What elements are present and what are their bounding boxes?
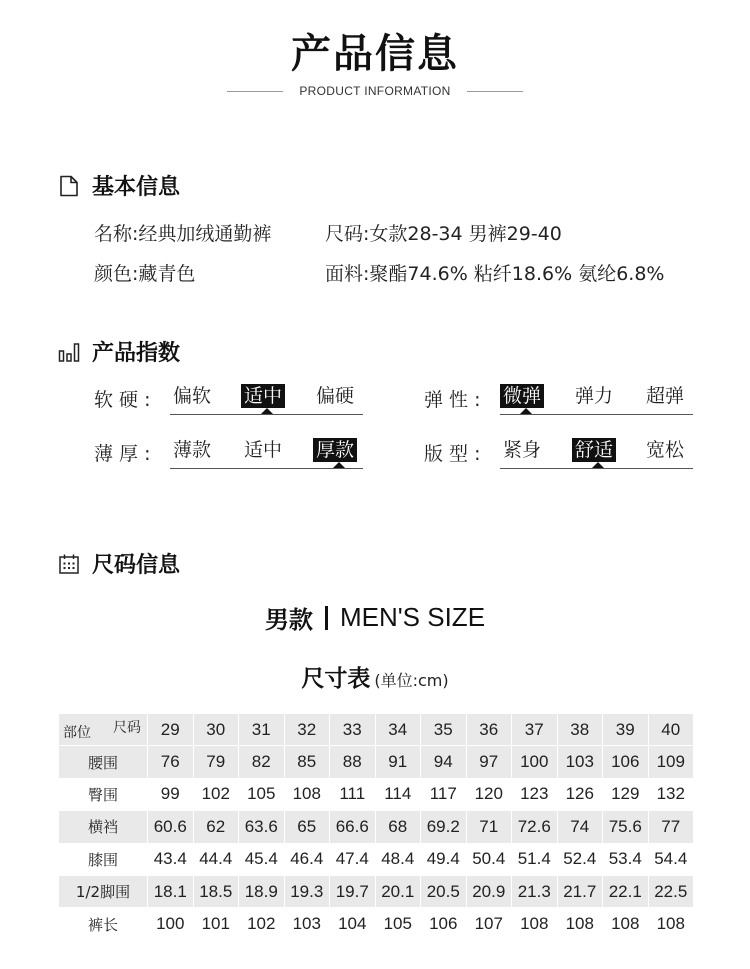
table-cell: 65	[284, 811, 330, 843]
thickness-marker	[333, 462, 345, 468]
table-cell: 126	[557, 778, 603, 810]
table-cell: 52.4	[557, 843, 603, 875]
gender-divider	[325, 606, 328, 630]
table-cell: 69.2	[421, 811, 467, 843]
softness-marker	[261, 408, 273, 414]
table-row	[59, 875, 694, 907]
page-subtitle-row	[0, 82, 750, 100]
size-header-cell: 38	[557, 714, 603, 746]
elasticity-label: 弹 性 :	[424, 389, 481, 411]
table-cell: 74	[557, 811, 603, 843]
table-cell: 75.6	[603, 811, 649, 843]
basic-info-heading	[58, 170, 180, 201]
product-index-heading	[58, 336, 180, 367]
table-cell: 66.6	[330, 811, 376, 843]
size-info-heading	[58, 548, 180, 579]
table-cell: 103	[557, 746, 603, 778]
calendar-icon	[58, 553, 80, 575]
table-cell: 100	[512, 746, 558, 778]
table-cell: 49.4	[421, 843, 467, 875]
gender-cn: 男款	[264, 606, 313, 634]
size-header-cell: 35	[421, 714, 467, 746]
thickness-option-thin: 薄款	[173, 439, 212, 461]
softness-option-soft: 偏软	[173, 385, 212, 407]
table-cell: 72.6	[512, 811, 558, 843]
size-table-title	[0, 660, 750, 693]
table-cell: 18.9	[239, 875, 285, 907]
table-cell: 117	[421, 778, 467, 810]
table-cell: 79	[193, 746, 239, 778]
elasticity-scale-line	[500, 414, 693, 415]
table-cell: 46.4	[284, 843, 330, 875]
corner-part-label: 部位	[63, 725, 91, 742]
table-cell: 105	[239, 778, 285, 810]
row-label-cell: 臀围	[59, 778, 148, 810]
table-cell: 18.1	[148, 875, 194, 907]
fit-label: 版 型 :	[424, 443, 481, 465]
size-table-header-row	[59, 714, 694, 746]
table-cell: 76	[148, 746, 194, 778]
elasticity-marker	[520, 408, 532, 414]
product-color: 颜色:藏青色	[94, 263, 196, 285]
basic-info-title: 基本信息	[92, 175, 181, 200]
size-header-cell: 40	[648, 714, 694, 746]
table-cell: 48.4	[375, 843, 421, 875]
table-cell: 108	[557, 908, 603, 940]
size-header-cell: 34	[375, 714, 421, 746]
table-cell: 63.6	[239, 811, 285, 843]
table-cell: 71	[466, 811, 512, 843]
product-name: 名称:经典加绒通勤裤	[94, 223, 272, 245]
softness-scale-line	[170, 414, 363, 415]
corner-size-label: 尺码	[113, 720, 141, 736]
size-header-cell: 30	[193, 714, 239, 746]
size-header-cell: 29	[148, 714, 194, 746]
table-cell: 22.1	[603, 875, 649, 907]
table-cell: 123	[512, 778, 558, 810]
size-header-cell: 37	[512, 714, 558, 746]
table-cell: 21.3	[512, 875, 558, 907]
table-cell: 47.4	[330, 843, 376, 875]
page-title: 产品信息	[291, 31, 459, 77]
elasticity-option-slight: 微弹	[500, 384, 544, 408]
table-row	[59, 778, 694, 810]
row-label-cell: 膝围	[59, 843, 148, 875]
table-cell: 60.6	[148, 811, 194, 843]
size-header-cell: 39	[603, 714, 649, 746]
table-cell: 20.9	[466, 875, 512, 907]
product-size-range: 尺码:女款28-34 男裤29-40	[325, 223, 562, 245]
size-table-title-text: 尺寸表	[301, 666, 371, 692]
table-cell: 129	[603, 778, 649, 810]
table-cell: 108	[284, 778, 330, 810]
table-cell: 18.5	[193, 875, 239, 907]
thickness-option-thick: 厚款	[313, 438, 357, 462]
table-cell: 51.4	[512, 843, 558, 875]
fit-option-loose: 宽松	[646, 439, 685, 461]
table-cell: 82	[239, 746, 285, 778]
table-cell: 120	[466, 778, 512, 810]
table-cell: 111	[330, 778, 376, 810]
table-cell: 77	[648, 811, 694, 843]
size-header-cell: 32	[284, 714, 330, 746]
table-cell: 50.4	[466, 843, 512, 875]
table-cell: 108	[603, 908, 649, 940]
table-cell: 19.7	[330, 875, 376, 907]
table-corner-cell	[59, 714, 148, 746]
gender-en: MEN'S SIZE	[339, 602, 486, 632]
row-label-cell: 裤长	[59, 908, 148, 940]
table-cell: 91	[375, 746, 421, 778]
fit-option-slim: 紧身	[503, 439, 542, 461]
table-cell: 20.5	[421, 875, 467, 907]
table-cell: 99	[148, 778, 194, 810]
table-cell: 106	[603, 746, 649, 778]
fit-scale-line	[500, 468, 693, 469]
size-header-cell: 36	[466, 714, 512, 746]
table-cell: 53.4	[603, 843, 649, 875]
table-cell: 43.4	[148, 843, 194, 875]
table-cell: 103	[284, 908, 330, 940]
size-info-title: 尺码信息	[92, 553, 181, 578]
table-cell: 102	[193, 778, 239, 810]
table-cell: 105	[375, 908, 421, 940]
table-cell: 54.4	[648, 843, 694, 875]
table-cell: 19.3	[284, 875, 330, 907]
table-cell: 20.1	[375, 875, 421, 907]
row-label-cell: 横裆	[59, 811, 148, 843]
table-cell: 104	[330, 908, 376, 940]
table-row	[59, 811, 694, 843]
table-cell: 109	[648, 746, 694, 778]
softness-label: 软 硬 :	[94, 389, 151, 411]
table-row	[59, 843, 694, 875]
table-cell: 101	[193, 908, 239, 940]
table-cell: 21.7	[557, 875, 603, 907]
thickness-scale-line	[170, 468, 363, 469]
size-table-unit: (单位:cm)	[374, 671, 449, 690]
divider-left	[227, 91, 283, 92]
table-cell: 85	[284, 746, 330, 778]
table-cell: 100	[148, 908, 194, 940]
thickness-option-medium: 适中	[244, 439, 283, 461]
row-label-cell: 腰围	[59, 746, 148, 778]
table-cell: 108	[512, 908, 558, 940]
table-cell: 102	[239, 908, 285, 940]
document-icon	[58, 175, 80, 197]
elasticity-option-elastic: 弹力	[575, 385, 614, 407]
product-index-title: 产品指数	[92, 341, 181, 366]
size-header-cell: 31	[239, 714, 285, 746]
table-cell: 107	[466, 908, 512, 940]
table-cell: 114	[375, 778, 421, 810]
table-cell: 22.5	[648, 875, 694, 907]
table-cell: 44.4	[193, 843, 239, 875]
size-gender-heading	[0, 600, 750, 635]
fit-marker	[592, 462, 604, 468]
table-cell: 106	[421, 908, 467, 940]
softness-option-hard: 偏硬	[316, 385, 355, 407]
bar-chart-icon	[58, 341, 80, 363]
table-cell: 62	[193, 811, 239, 843]
thickness-label: 薄 厚 :	[94, 443, 151, 465]
size-header-cell: 33	[330, 714, 376, 746]
table-cell: 88	[330, 746, 376, 778]
page-subtitle: PRODUCT INFORMATION	[299, 84, 451, 98]
elasticity-option-super: 超弹	[646, 385, 685, 407]
table-cell: 108	[648, 908, 694, 940]
fit-option-comfort: 舒适	[572, 438, 616, 462]
table-cell: 68	[375, 811, 421, 843]
divider-right	[467, 91, 523, 92]
row-label-cell: 1/2脚围	[59, 875, 148, 907]
table-cell: 45.4	[239, 843, 285, 875]
table-cell: 132	[648, 778, 694, 810]
size-table	[58, 713, 694, 941]
table-cell: 94	[421, 746, 467, 778]
table-row	[59, 746, 694, 778]
table-row	[59, 908, 694, 940]
table-cell: 97	[466, 746, 512, 778]
softness-option-medium: 适中	[241, 384, 285, 408]
product-fabric: 面料:聚酯74.6% 粘纤18.6% 氨纶6.8%	[325, 263, 665, 285]
